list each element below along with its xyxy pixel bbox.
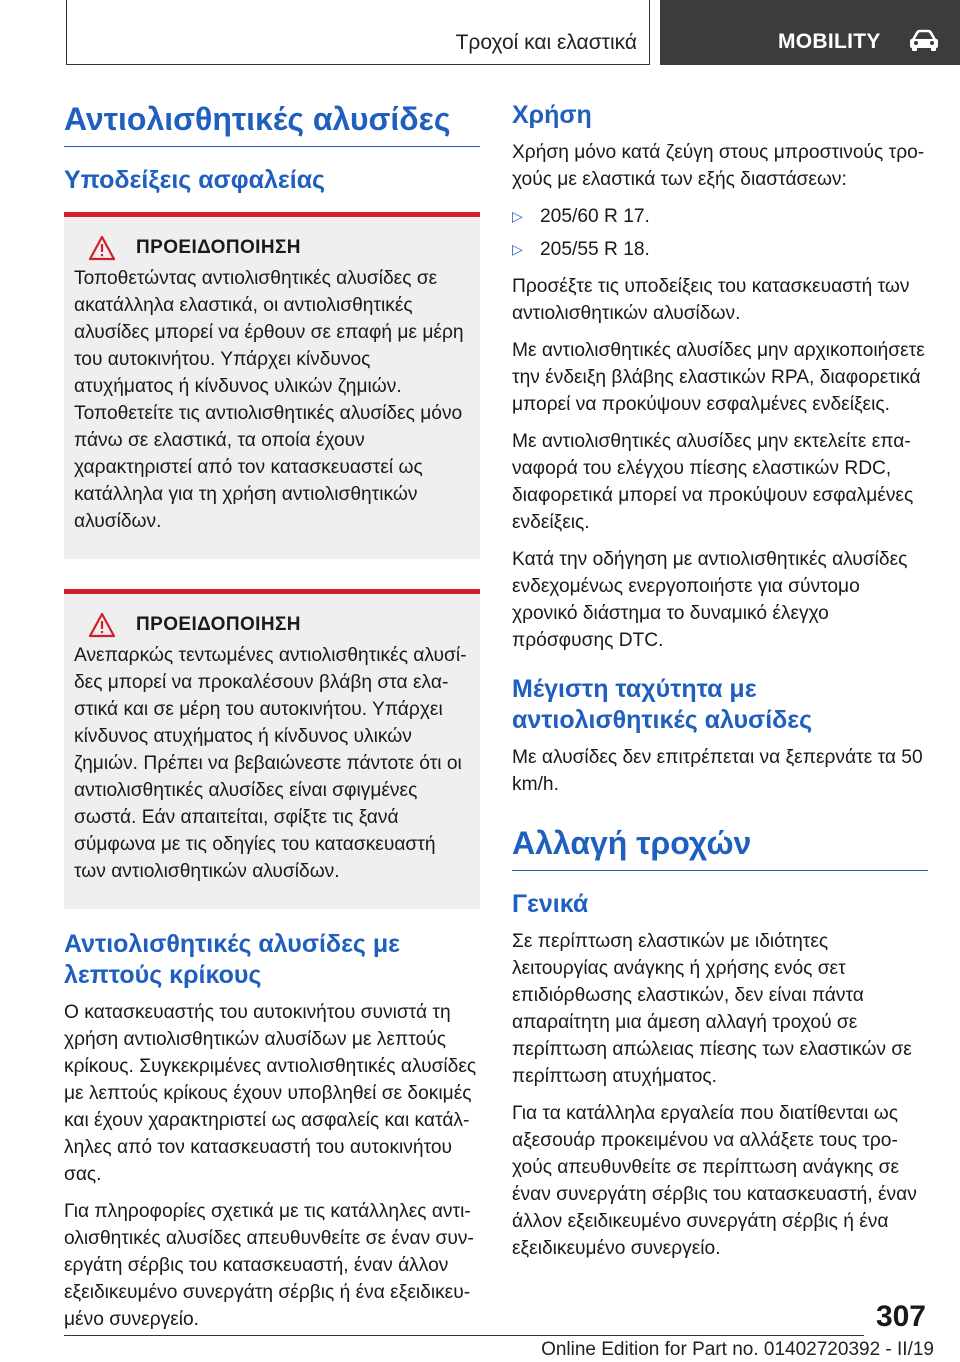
list-item [512,203,928,230]
warning-title: ΠΡΟΕΙΔΟΠΟΙΗΣΗ [136,237,301,258]
chapter-title: Αντιολισθητικές αλυσίδες [64,100,480,147]
section-title: Τροχοί και ελαστικά [455,31,637,54]
bullet-triangle-icon: ▷ [512,208,523,224]
speed-text: Με αλυσίδες δεν επιτρέπεται να ξεπερνάτε τα 50 km/h. [512,747,923,795]
edition-text: Online Edition for Part no. 01402720392 - II/19 [541,1339,934,1360]
list-item [512,236,928,263]
usage-paragraph-2: Με αντιολισθητικές αλυσίδες μην αρχικοποιήσετε την ένδειξη βλάβης ελαστικών RPA, διαφορετικά μπορεί να προκύψουν εσφαλμένες ενδείξεις. [512,340,925,415]
warning-triangle-icon [88,235,116,261]
usage-heading: Χρήση [512,101,592,129]
thin-rims-paragraph-2: Για πληροφορίες σχετικά με τις κατάλληλες αντιολισθητικές αλυσίδες απευθυνθείτε σε έναν συνεργάτη σέρβις του κατασκευαστή, έναν άλλον εξειδικευμένο συνεργάτη σέρβις ή ένα εξειδικευμένο συνεργείο. [64,1201,474,1330]
thin-rims-paragraph: Ο κατασκευαστής του αυτοκινήτου συνιστά τη χρήση αντιολισθητικών αλυσίδων με λεπτούς κρίκους. Συγκεκριμένες αντιολισθητικές αλυσίδες με λεπτούς κρίκους έχουν υποβληθεί σε δοκιμές και έχουν χαρακτηριστεί ως ασφαλείς και κατάλληλες από τον κατασκευαστή του αυτοκινήτου σας. [64,1002,477,1185]
warning-header [74,612,470,638]
footer-divider [64,1335,864,1336]
usage-paragraph-3: Με αντιολισθητικές αλυσίδες μην εκτελείτε επαναφορά του ελέγχου πίεσης ελαστικών RDC, διαφορετικά μπορεί να προκύψουν εσφαλμένες ενδείξεις. [512,431,914,533]
thin-rims-heading: Αντιολισθητικές αλυσίδες με λεπτούς κρίκους [64,930,401,989]
usage-intro: Χρήση μόνο κατά ζεύγη στους μπροστινούς τροχούς με ελαστικά των εξής διαστάσεων: [512,142,925,190]
page-number: 307 [875,1300,926,1333]
warning-header [74,235,470,261]
speed-heading: Μέγιστη ταχύτητα με αντιολισθητικές αλυσίδες [512,675,813,734]
header-frame [66,0,650,65]
right-column [512,100,928,1272]
tire-size: 205/60 R 17. [540,206,650,227]
tire-size-list [512,203,928,263]
mobility-tab-label: MOBILITY [778,30,881,53]
usage-paragraph-1: Προσέξτε τις υποδείξεις του κατασκευαστή των αντιολισθητικών αλυσίδων. [512,276,910,324]
mobility-tab[interactable] [660,0,960,65]
tire-size: 205/55 R 18. [540,239,650,260]
warning-box [64,589,480,909]
left-column [64,100,480,1343]
safety-heading: Υποδείξεις ασφαλείας [64,166,326,194]
general-heading: Γενικά [512,890,589,918]
warning-title: ΠΡΟΕΙΔΟΠΟΙΗΣΗ [136,614,301,635]
usage-paragraph-4: Κατά την οδήγηση με αντιολισθητικές αλυσίδες ενδεχομένως ενεργοποιήστε για σύντομο χρονικό διάστημα το δυναμικό έλεγχο πρόσφυσης DTC. [512,549,908,651]
warning-text: Ανεπαρκώς τεντωμένες αντιολισθητικές αλυσίδες μπορεί να προκαλέσουν βλάβη στα ελαστικά και σε μέρη του αυτοκινήτου. Υπάρχει κίνδυνος ατυχήματος ή κίνδυνος υλικών ζημιών. Πρέπει να βεβαιώνεστε πάντοτε ότι οι αντιολισθητικές αλυσίδες είναι σφιγμένες σωστά. Εάν απαιτείται, σφίξτε τις ξανά σύμφωνα με τις οδηγίες του κατασκευαστή των αντιολισθητικών αλυσίδων. [74,645,467,882]
general-paragraph-2: Για τα κατάλληλα εργαλεία που διατίθενται ως αξεσουάρ προκειμένου να αλλάξετε τους τροχούς απευθυνθείτε σε περίπτωση ανάγκης σε έναν συνεργάτη σέρβις του κατασκευαστή, έναν άλλον εξειδικευμένο συνεργάτη σέρβις ή ένα εξειδικευμένο συνεργείο. [512,1103,917,1259]
general-paragraph-1: Σε περίπτωση ελαστικών με ιδιότητες λειτουργίας ανάγκης ή χρήσης ενός σετ επιδιόρθωσης ελαστικών, δεν είναι πάντα απαραίτητη μια άμεση αλλαγή τροχού σε περίπτωση απώλειας πίεσης των ελαστικών σε περίπτωση ατυχήματος. [512,931,912,1087]
bullet-triangle-icon: ▷ [512,241,523,257]
warning-triangle-icon [88,612,116,638]
car-icon [908,29,940,53]
warning-box [64,212,480,559]
warning-text: Τοποθετώντας αντιολισθητικές αλυσίδες σε ακατάλληλα ελαστικά, οι αντιολισθητικές αλυσίδες μπορεί να έρθουν σε επαφή με μέρη του αυτοκινήτου. Υπάρχει κίνδυνος ατυχήματος ή κίνδυνος υλικών ζημιών. Τοποθετείτε τις αντιολισθητικές αλυσίδες μόνο πάνω σε ελαστικά, τα οποία έχουν χαρακτηριστεί από τον κατασκευαστεί ως κατάλληλα για τη χρήση αντιολισθητικών αλυσίδων. [74,268,464,532]
wheel-change-title: Αλλαγή τροχών [512,824,928,871]
